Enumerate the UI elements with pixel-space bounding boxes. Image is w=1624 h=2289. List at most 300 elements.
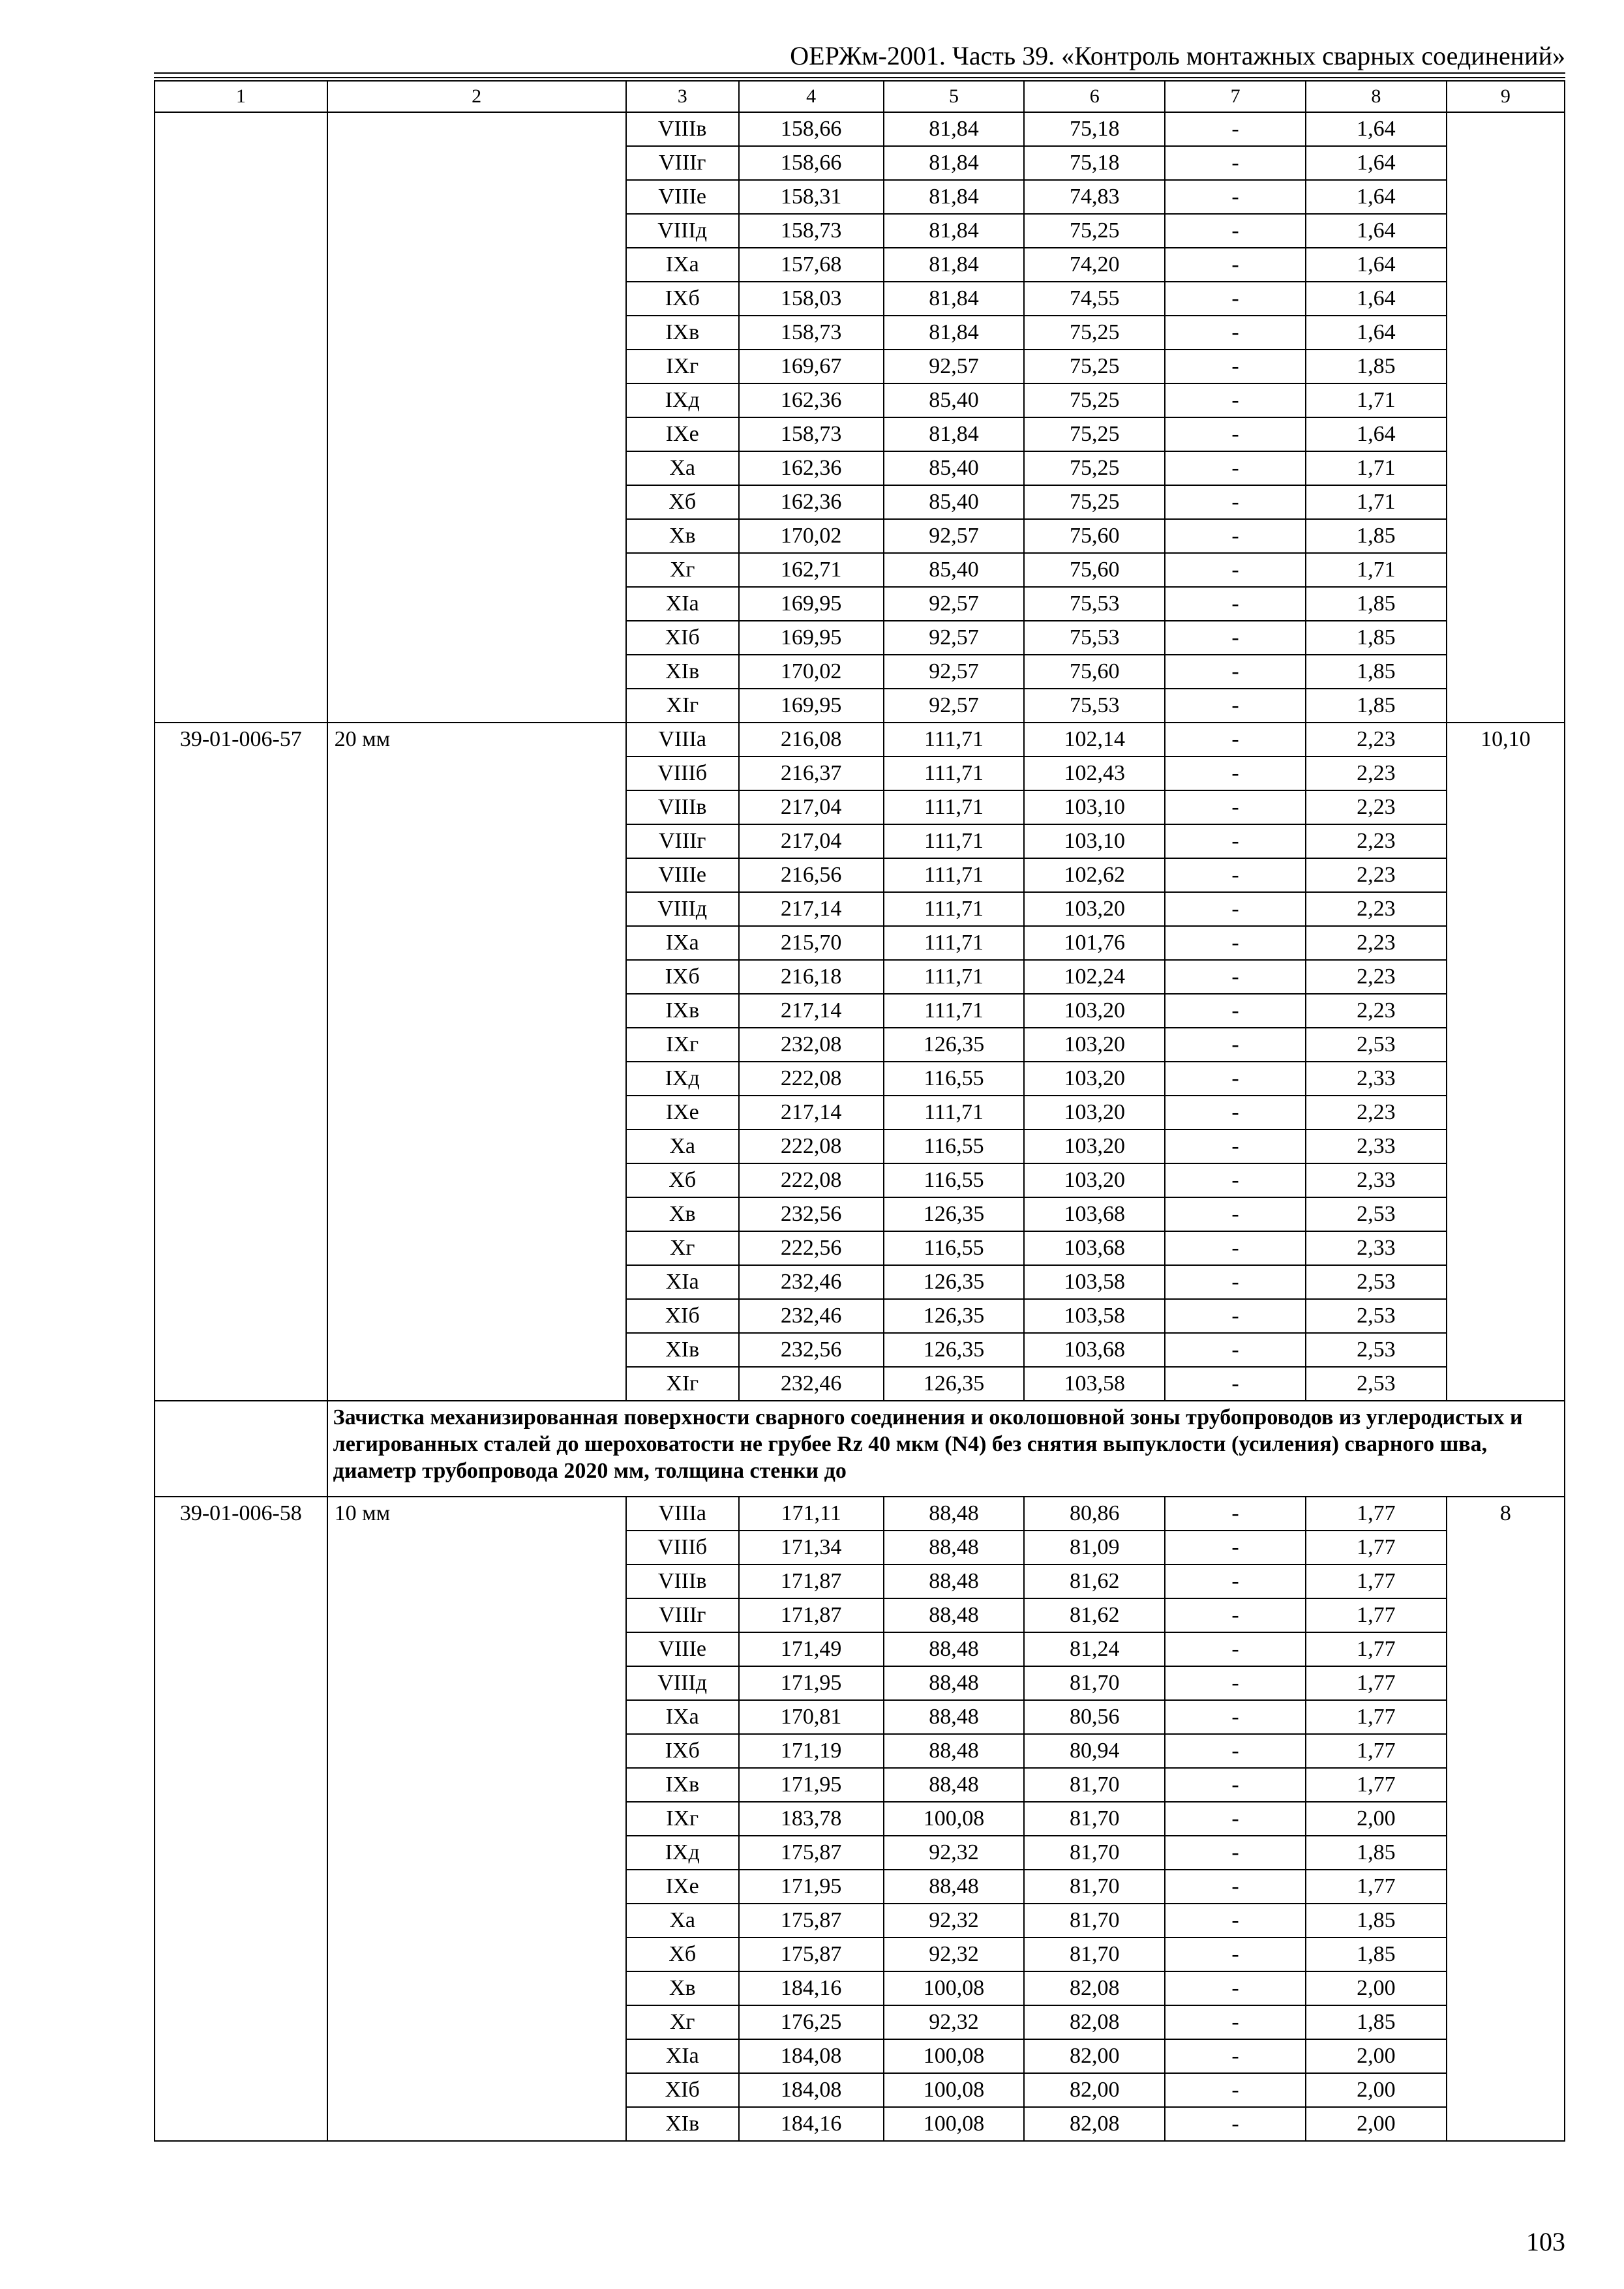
labor-cell: 2,53 — [1306, 1197, 1447, 1231]
grade-cell: IXб — [626, 1734, 739, 1768]
machine-cell: 75,53 — [1024, 621, 1165, 655]
grade-cell: XIб — [626, 621, 739, 655]
labor-cell: 1,71 — [1306, 383, 1447, 417]
cost-total-cell: 232,56 — [739, 1197, 884, 1231]
machine-cell: 103,20 — [1024, 1096, 1165, 1130]
wage-cell: 88,48 — [884, 1700, 1025, 1734]
cost-total-cell: 232,56 — [739, 1333, 884, 1367]
labor-cell: 1,77 — [1306, 1531, 1447, 1564]
labor-cell: 1,77 — [1306, 1632, 1447, 1666]
material-cell: - — [1165, 1700, 1306, 1734]
wage-cell: 81,84 — [884, 112, 1025, 146]
cost-total-cell: 222,56 — [739, 1231, 884, 1265]
cost-total-cell: 176,25 — [739, 2005, 884, 2039]
machine-cell: 75,25 — [1024, 485, 1165, 519]
material-cell: - — [1165, 1564, 1306, 1598]
machine-cell: 75,60 — [1024, 553, 1165, 587]
material-cell: - — [1165, 621, 1306, 655]
machine-cell: 81,70 — [1024, 1802, 1165, 1836]
cost-total-cell: 183,78 — [739, 1802, 884, 1836]
grade-cell: VIIIа — [626, 723, 739, 756]
wage-cell: 92,32 — [884, 1836, 1025, 1870]
wage-cell: 88,48 — [884, 1598, 1025, 1632]
table-row — [155, 112, 1565, 146]
grade-cell: VIIIб — [626, 756, 739, 790]
cost-total-cell: 169,95 — [739, 621, 884, 655]
material-cell: - — [1165, 1531, 1306, 1564]
machine-cell: 102,43 — [1024, 756, 1165, 790]
cost-total-cell: 158,66 — [739, 146, 884, 180]
section-description-row — [155, 1401, 1565, 1497]
labor-cell: 2,00 — [1306, 1971, 1447, 2005]
labor-cell: 1,85 — [1306, 621, 1447, 655]
grade-cell: Xа — [626, 1904, 739, 1937]
machine-cell: 75,25 — [1024, 451, 1165, 485]
table-row — [155, 1497, 1565, 1531]
wage-cell: 88,48 — [884, 1632, 1025, 1666]
grade-cell: VIIIв — [626, 1564, 739, 1598]
table-body — [155, 81, 1565, 2141]
section-description-blank — [155, 1401, 327, 1497]
wage-cell: 85,40 — [884, 553, 1025, 587]
grade-cell: IXб — [626, 960, 739, 994]
wage-cell: 92,57 — [884, 655, 1025, 689]
grade-cell: XIб — [626, 2073, 739, 2107]
grade-cell: IXг — [626, 350, 739, 383]
machine-cell: 103,20 — [1024, 1130, 1165, 1163]
section-description: Зачистка механизированная поверхности сварного соединения и околошовной зоны трубопроводов из углеродистых и легированных сталей до шероховатости не грубее Rz 40 мкм (N4) без снятия выпуклости (усиления) сварного шва, диаметр трубопровода 2020 мм, толщина стенки до — [327, 1401, 1565, 1497]
code-cell: 39-01-006-57 — [155, 723, 327, 1401]
machine-cell: 75,25 — [1024, 214, 1165, 248]
cost-total-cell: 232,46 — [739, 1299, 884, 1333]
machine-cell: 74,20 — [1024, 248, 1165, 282]
cost-total-cell: 216,37 — [739, 756, 884, 790]
grade-cell: IXд — [626, 383, 739, 417]
material-cell: - — [1165, 1028, 1306, 1062]
material-cell: - — [1165, 1130, 1306, 1163]
wage-cell: 92,57 — [884, 587, 1025, 621]
material-cell: - — [1165, 1367, 1306, 1401]
wage-cell: 116,55 — [884, 1163, 1025, 1197]
cost-total-cell: 171,34 — [739, 1531, 884, 1564]
wage-cell: 111,71 — [884, 858, 1025, 892]
wage-cell: 111,71 — [884, 926, 1025, 960]
grade-cell: Xв — [626, 1971, 739, 2005]
cost-total-cell: 216,08 — [739, 723, 884, 756]
material-cell: - — [1165, 519, 1306, 553]
labor-cell: 1,71 — [1306, 553, 1447, 587]
grade-cell: VIIIе — [626, 180, 739, 214]
wage-cell: 88,48 — [884, 1497, 1025, 1531]
machine-cell: 81,70 — [1024, 1836, 1165, 1870]
material-cell: - — [1165, 689, 1306, 723]
machine-cell: 82,00 — [1024, 2039, 1165, 2073]
labor-cell: 1,77 — [1306, 1666, 1447, 1700]
material-cell: - — [1165, 858, 1306, 892]
material-cell: - — [1165, 383, 1306, 417]
material-cell: - — [1165, 994, 1306, 1028]
machine-cell: 81,70 — [1024, 1666, 1165, 1700]
cost-total-cell: 217,14 — [739, 892, 884, 926]
material-cell: - — [1165, 1870, 1306, 1904]
grade-cell: VIIIв — [626, 790, 739, 824]
wage-cell: 111,71 — [884, 892, 1025, 926]
material-cell: - — [1165, 1197, 1306, 1231]
labor-cell: 2,00 — [1306, 2073, 1447, 2107]
labor-cell: 2,23 — [1306, 858, 1447, 892]
grade-cell: XIа — [626, 587, 739, 621]
cost-total-cell: 171,95 — [739, 1666, 884, 1700]
machine-cell: 75,18 — [1024, 146, 1165, 180]
material-cell: - — [1165, 926, 1306, 960]
wage-cell: 100,08 — [884, 1971, 1025, 2005]
grade-cell: XIг — [626, 1367, 739, 1401]
grade-cell: IXг — [626, 1028, 739, 1062]
column-number: 2 — [327, 81, 626, 112]
cost-total-cell: 175,87 — [739, 1904, 884, 1937]
wage-cell: 92,57 — [884, 689, 1025, 723]
wage-cell: 85,40 — [884, 485, 1025, 519]
wage-cell: 81,84 — [884, 248, 1025, 282]
code-cell — [155, 112, 327, 723]
grade-cell: VIIIа — [626, 1497, 739, 1531]
labor-cell: 1,77 — [1306, 1497, 1447, 1531]
grade-cell: VIIIг — [626, 1598, 739, 1632]
labor-cell: 2,33 — [1306, 1231, 1447, 1265]
machine-cell: 103,20 — [1024, 892, 1165, 926]
code-cell: 39-01-006-58 — [155, 1497, 327, 2141]
labor-cell: 1,71 — [1306, 451, 1447, 485]
material-cell: - — [1165, 316, 1306, 350]
unit-cell — [1447, 112, 1565, 723]
wage-cell: 88,48 — [884, 1564, 1025, 1598]
grade-cell: IXе — [626, 1870, 739, 1904]
cost-total-cell: 171,95 — [739, 1870, 884, 1904]
machine-cell: 103,20 — [1024, 994, 1165, 1028]
wage-cell: 81,84 — [884, 417, 1025, 451]
price-table — [154, 80, 1565, 2142]
labor-cell: 2,53 — [1306, 1299, 1447, 1333]
cost-total-cell: 171,11 — [739, 1497, 884, 1531]
machine-cell: 80,94 — [1024, 1734, 1165, 1768]
cost-total-cell: 162,36 — [739, 485, 884, 519]
machine-cell: 103,10 — [1024, 824, 1165, 858]
column-number: 8 — [1306, 81, 1447, 112]
machine-cell: 103,20 — [1024, 1028, 1165, 1062]
grade-cell: Xв — [626, 519, 739, 553]
labor-cell: 2,23 — [1306, 960, 1447, 994]
wage-cell: 100,08 — [884, 2107, 1025, 2141]
cost-total-cell: 171,49 — [739, 1632, 884, 1666]
machine-cell: 80,56 — [1024, 1700, 1165, 1734]
material-cell: - — [1165, 451, 1306, 485]
wage-cell: 85,40 — [884, 383, 1025, 417]
material-cell: - — [1165, 1632, 1306, 1666]
material-cell: - — [1165, 1062, 1306, 1096]
material-cell: - — [1165, 282, 1306, 316]
labor-cell: 1,85 — [1306, 587, 1447, 621]
cost-total-cell: 175,87 — [739, 1937, 884, 1971]
cost-total-cell: 170,02 — [739, 519, 884, 553]
machine-cell: 81,09 — [1024, 1531, 1165, 1564]
machine-cell: 75,53 — [1024, 587, 1165, 621]
cost-total-cell: 184,08 — [739, 2073, 884, 2107]
cost-total-cell: 158,66 — [739, 112, 884, 146]
labor-cell: 2,23 — [1306, 756, 1447, 790]
wage-cell: 126,35 — [884, 1197, 1025, 1231]
labor-cell: 2,53 — [1306, 1367, 1447, 1401]
grade-cell: IXв — [626, 994, 739, 1028]
labor-cell: 1,71 — [1306, 485, 1447, 519]
grade-cell: Xб — [626, 1937, 739, 1971]
wage-cell: 111,71 — [884, 1096, 1025, 1130]
labor-cell: 1,64 — [1306, 112, 1447, 146]
grade-cell: VIIIд — [626, 214, 739, 248]
cost-total-cell: 162,36 — [739, 451, 884, 485]
header-rule-bottom — [154, 77, 1565, 78]
material-cell: - — [1165, 1598, 1306, 1632]
thickness-cell — [327, 112, 626, 723]
labor-cell: 2,23 — [1306, 926, 1447, 960]
machine-cell: 103,68 — [1024, 1333, 1165, 1367]
cost-total-cell: 169,95 — [739, 587, 884, 621]
wage-cell: 100,08 — [884, 1802, 1025, 1836]
labor-cell: 1,77 — [1306, 1734, 1447, 1768]
grade-cell: IXв — [626, 316, 739, 350]
grade-cell: VIIIе — [626, 858, 739, 892]
cost-total-cell: 215,70 — [739, 926, 884, 960]
wage-cell: 111,71 — [884, 756, 1025, 790]
labor-cell: 2,23 — [1306, 994, 1447, 1028]
labor-cell: 2,33 — [1306, 1062, 1447, 1096]
wage-cell: 100,08 — [884, 2073, 1025, 2107]
grade-cell: IXд — [626, 1062, 739, 1096]
grade-cell: Xб — [626, 1163, 739, 1197]
labor-cell: 2,23 — [1306, 790, 1447, 824]
machine-cell: 103,58 — [1024, 1265, 1165, 1299]
labor-cell: 1,85 — [1306, 1904, 1447, 1937]
machine-cell: 74,83 — [1024, 180, 1165, 214]
machine-cell: 75,25 — [1024, 350, 1165, 383]
grade-cell: IXа — [626, 248, 739, 282]
material-cell: - — [1165, 485, 1306, 519]
material-cell: - — [1165, 824, 1306, 858]
grade-cell: VIIIг — [626, 146, 739, 180]
wage-cell: 88,48 — [884, 1666, 1025, 1700]
grade-cell: VIIIд — [626, 892, 739, 926]
cost-total-cell: 222,08 — [739, 1062, 884, 1096]
wage-cell: 81,84 — [884, 214, 1025, 248]
labor-cell: 2,23 — [1306, 723, 1447, 756]
unit-cell: 8 — [1447, 1497, 1565, 2141]
cost-total-cell: 171,19 — [739, 1734, 884, 1768]
machine-cell: 102,24 — [1024, 960, 1165, 994]
cost-total-cell: 170,02 — [739, 655, 884, 689]
grade-cell: VIIIг — [626, 824, 739, 858]
cost-total-cell: 158,31 — [739, 180, 884, 214]
labor-cell: 1,85 — [1306, 689, 1447, 723]
grade-cell: XIг — [626, 689, 739, 723]
column-number: 6 — [1024, 81, 1165, 112]
material-cell: - — [1165, 1333, 1306, 1367]
grade-cell: XIа — [626, 2039, 739, 2073]
grade-cell: VIIIе — [626, 1632, 739, 1666]
machine-cell: 103,20 — [1024, 1062, 1165, 1096]
machine-cell: 75,53 — [1024, 689, 1165, 723]
machine-cell: 74,55 — [1024, 282, 1165, 316]
grade-cell: XIв — [626, 655, 739, 689]
wage-cell: 88,48 — [884, 1531, 1025, 1564]
material-cell: - — [1165, 1231, 1306, 1265]
material-cell: - — [1165, 892, 1306, 926]
unit-cell: 10,10 — [1447, 723, 1565, 1401]
cost-total-cell: 232,46 — [739, 1367, 884, 1401]
wage-cell: 111,71 — [884, 824, 1025, 858]
material-cell: - — [1165, 112, 1306, 146]
grade-cell: XIв — [626, 1333, 739, 1367]
material-cell: - — [1165, 1904, 1306, 1937]
material-cell: - — [1165, 417, 1306, 451]
cost-total-cell: 184,16 — [739, 2107, 884, 2141]
material-cell: - — [1165, 1937, 1306, 1971]
grade-cell: Xг — [626, 2005, 739, 2039]
machine-cell: 81,70 — [1024, 1870, 1165, 1904]
cost-total-cell: 184,16 — [739, 1971, 884, 2005]
material-cell: - — [1165, 1265, 1306, 1299]
wage-cell: 92,57 — [884, 350, 1025, 383]
column-number: 5 — [884, 81, 1025, 112]
material-cell: - — [1165, 214, 1306, 248]
material-cell: - — [1165, 756, 1306, 790]
wage-cell: 81,84 — [884, 146, 1025, 180]
material-cell: - — [1165, 1666, 1306, 1700]
machine-cell: 80,86 — [1024, 1497, 1165, 1531]
grade-cell: IXа — [626, 1700, 739, 1734]
wage-cell: 126,35 — [884, 1367, 1025, 1401]
material-cell: - — [1165, 1768, 1306, 1802]
machine-cell: 103,10 — [1024, 790, 1165, 824]
labor-cell: 2,33 — [1306, 1163, 1447, 1197]
labor-cell: 1,64 — [1306, 180, 1447, 214]
grade-cell: VIIIб — [626, 1531, 739, 1564]
machine-cell: 81,62 — [1024, 1598, 1165, 1632]
material-cell: - — [1165, 146, 1306, 180]
labor-cell: 1,85 — [1306, 2005, 1447, 2039]
labor-cell: 1,85 — [1306, 519, 1447, 553]
labor-cell: 2,23 — [1306, 1096, 1447, 1130]
labor-cell: 1,64 — [1306, 146, 1447, 180]
thickness-cell: 20 мм — [327, 723, 626, 1401]
wage-cell: 81,84 — [884, 180, 1025, 214]
cost-total-cell: 216,56 — [739, 858, 884, 892]
machine-cell: 102,14 — [1024, 723, 1165, 756]
labor-cell: 2,53 — [1306, 1333, 1447, 1367]
labor-cell: 1,64 — [1306, 214, 1447, 248]
wage-cell: 92,32 — [884, 2005, 1025, 2039]
grade-cell: Xа — [626, 451, 739, 485]
cost-total-cell: 232,08 — [739, 1028, 884, 1062]
labor-cell: 2,53 — [1306, 1028, 1447, 1062]
grade-cell: VIIIд — [626, 1666, 739, 1700]
column-number: 9 — [1447, 81, 1565, 112]
cost-total-cell: 222,08 — [739, 1130, 884, 1163]
machine-cell: 75,18 — [1024, 112, 1165, 146]
cost-total-cell: 157,68 — [739, 248, 884, 282]
cost-total-cell: 169,67 — [739, 350, 884, 383]
wage-cell: 92,32 — [884, 1937, 1025, 1971]
column-number: 7 — [1165, 81, 1306, 112]
grade-cell: IXе — [626, 417, 739, 451]
table-row — [155, 723, 1565, 756]
labor-cell: 2,00 — [1306, 2107, 1447, 2141]
cost-total-cell: 216,18 — [739, 960, 884, 994]
grade-cell: IXе — [626, 1096, 739, 1130]
grade-cell: Xв — [626, 1197, 739, 1231]
grade-cell: IXд — [626, 1836, 739, 1870]
material-cell: - — [1165, 2073, 1306, 2107]
labor-cell: 1,85 — [1306, 655, 1447, 689]
grade-cell: Xа — [626, 1130, 739, 1163]
column-number: 4 — [739, 81, 884, 112]
wage-cell: 92,32 — [884, 1904, 1025, 1937]
grade-cell: IXг — [626, 1802, 739, 1836]
grade-cell: Xг — [626, 1231, 739, 1265]
material-cell: - — [1165, 960, 1306, 994]
material-cell: - — [1165, 180, 1306, 214]
machine-cell: 103,68 — [1024, 1197, 1165, 1231]
grade-cell: Xб — [626, 485, 739, 519]
wage-cell: 126,35 — [884, 1333, 1025, 1367]
column-number: 3 — [626, 81, 739, 112]
material-cell: - — [1165, 1802, 1306, 1836]
machine-cell: 82,08 — [1024, 2107, 1165, 2141]
column-number: 1 — [155, 81, 327, 112]
material-cell: - — [1165, 248, 1306, 282]
labor-cell: 1,77 — [1306, 1598, 1447, 1632]
thickness-cell: 10 мм — [327, 1497, 626, 2141]
labor-cell: 1,85 — [1306, 1937, 1447, 1971]
wage-cell: 100,08 — [884, 2039, 1025, 2073]
cost-total-cell: 169,95 — [739, 689, 884, 723]
labor-cell: 1,64 — [1306, 316, 1447, 350]
cost-total-cell: 217,14 — [739, 1096, 884, 1130]
wage-cell: 111,71 — [884, 994, 1025, 1028]
material-cell: - — [1165, 1836, 1306, 1870]
grade-cell: IXб — [626, 282, 739, 316]
cost-total-cell: 171,95 — [739, 1768, 884, 1802]
wage-cell: 126,35 — [884, 1265, 1025, 1299]
cost-total-cell: 175,87 — [739, 1836, 884, 1870]
cost-total-cell: 217,04 — [739, 790, 884, 824]
machine-cell: 82,08 — [1024, 1971, 1165, 2005]
wage-cell: 88,48 — [884, 1870, 1025, 1904]
material-cell: - — [1165, 1971, 1306, 2005]
material-cell: - — [1165, 350, 1306, 383]
machine-cell: 103,58 — [1024, 1299, 1165, 1333]
material-cell: - — [1165, 553, 1306, 587]
material-cell: - — [1165, 1096, 1306, 1130]
labor-cell: 1,77 — [1306, 1870, 1447, 1904]
cost-total-cell: 171,87 — [739, 1564, 884, 1598]
grade-cell: IXв — [626, 1768, 739, 1802]
cost-total-cell: 170,81 — [739, 1700, 884, 1734]
material-cell: - — [1165, 2107, 1306, 2141]
material-cell: - — [1165, 1299, 1306, 1333]
wage-cell: 88,48 — [884, 1734, 1025, 1768]
labor-cell: 2,00 — [1306, 1802, 1447, 1836]
material-cell: - — [1165, 1734, 1306, 1768]
labor-cell: 1,77 — [1306, 1564, 1447, 1598]
